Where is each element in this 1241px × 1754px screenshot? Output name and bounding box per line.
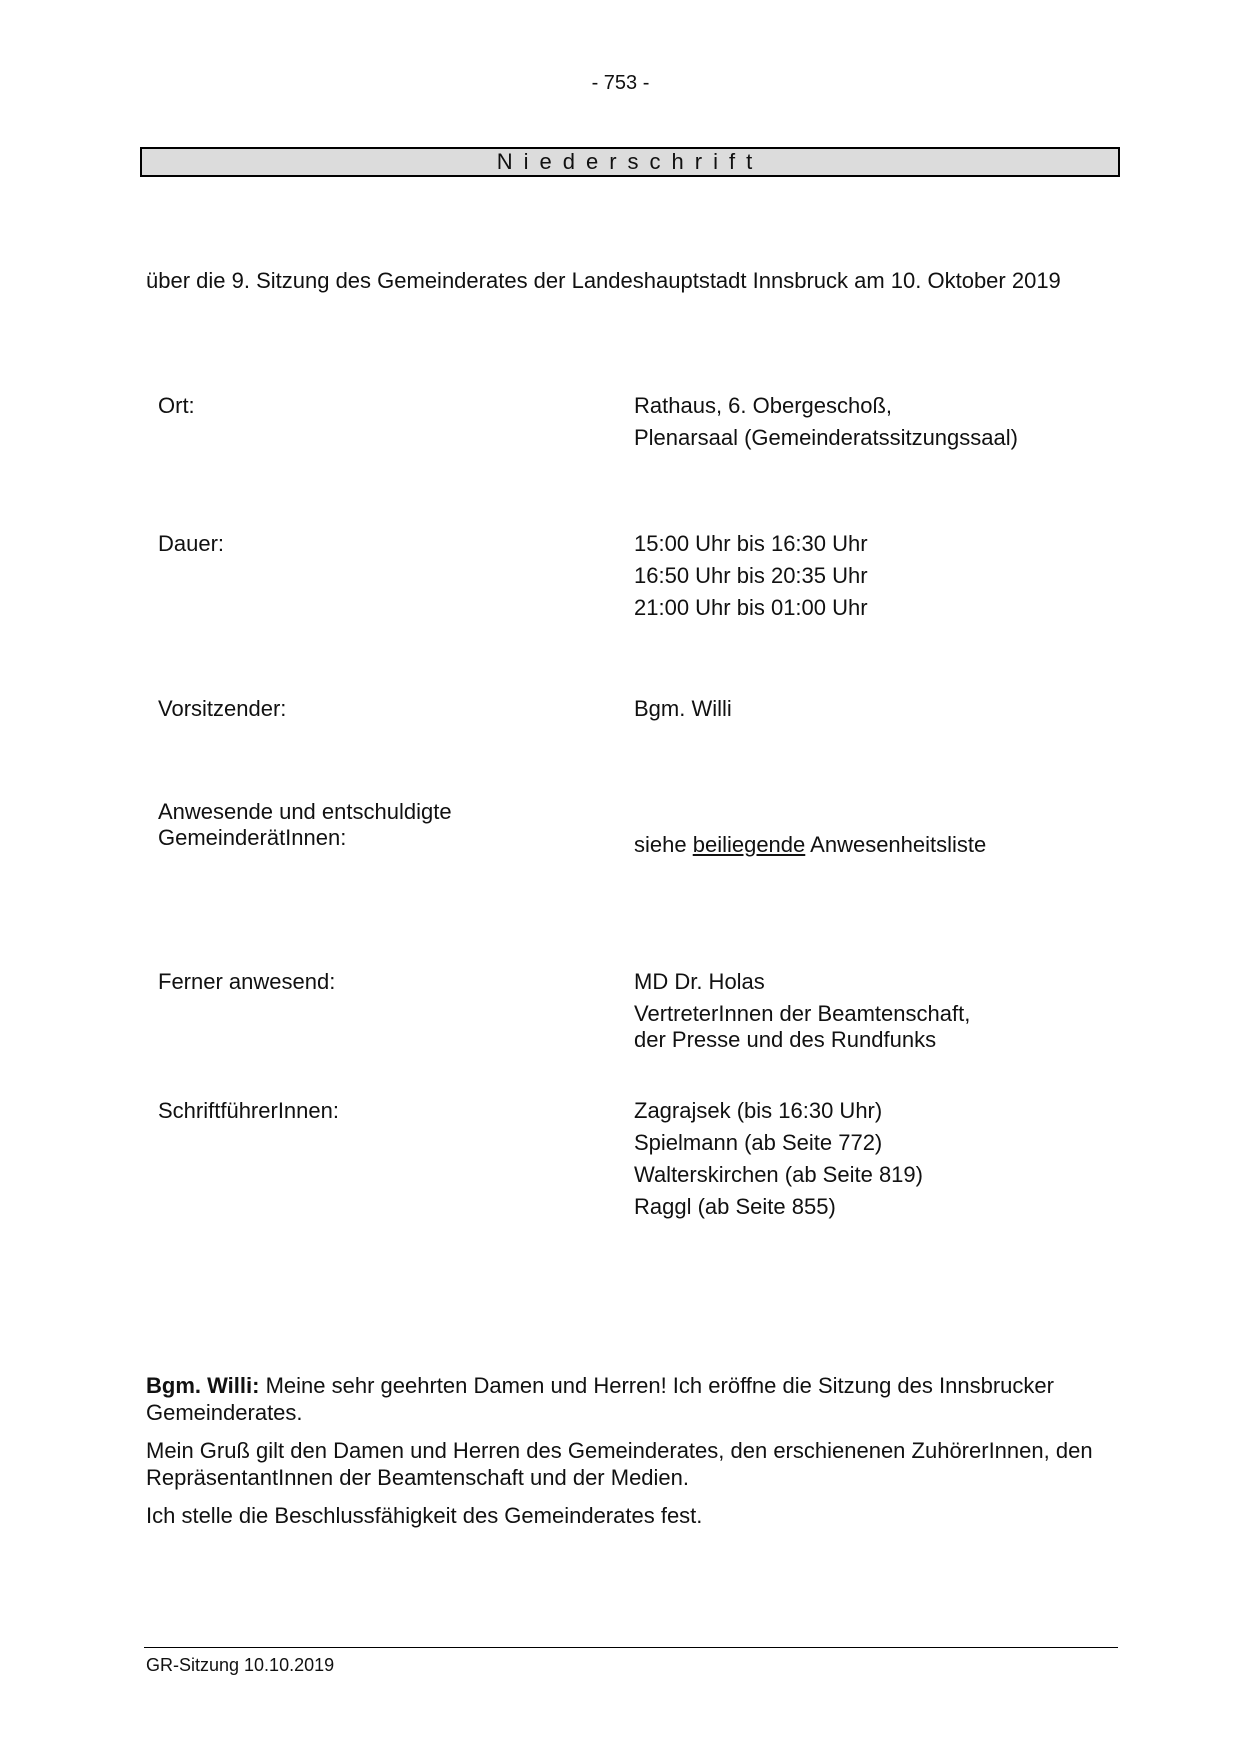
anwesende-label-line: Anwesende und entschuldigte [158,799,452,824]
schriftfuehrer-line: Raggl (ab Seite 855) [634,1194,836,1219]
anwesende-suffix: Anwesenheitsliste [805,832,987,857]
schriftfuehrer-line: Walterskirchen (ab Seite 819) [634,1162,923,1187]
anwesende-label [158,799,452,851]
footer-divider [144,1647,1118,1648]
session-subtitle: über die 9. Sitzung des Gemeinderates der Landeshauptstadt Innsbruck am 10. Oktober 2019 [146,268,1061,293]
dauer-line: 16:50 Uhr bis 20:35 Uhr [634,563,868,588]
anwesende-value [634,829,986,861]
schriftfuehrer-line: Spielmann (ab Seite 772) [634,1130,883,1155]
speaker-name: Bgm. Willi: [146,1373,260,1398]
vorsitzender-label: Vorsitzender: [158,696,287,721]
ferner-label: Ferner anwesend: [158,969,336,994]
page-number: - 753 - [591,72,650,94]
beiliegende-underlined: beiliegende [692,832,806,857]
ferner-line: der Presse und des Rundfunks [634,1027,937,1052]
ort-label: Ort: [158,393,195,418]
ferner-value [634,966,970,1053]
ort-value [634,390,1018,454]
anwesende-label-line: GemeinderätInnen: [158,825,347,850]
ferner-line: MD Dr. Holas [634,969,765,994]
dauer-line: 21:00 Uhr bis 01:00 Uhr [634,595,868,620]
speech-paragraph: Ich stelle die Beschlussfähigkeit des Gemeinderates fest. [146,1503,703,1528]
speech-text: Meine sehr geehrten Damen und Herren! Ich eröffne die Sitzung des Innsbrucker Gemeinderates. [146,1373,1054,1425]
dauer-value [634,528,868,624]
vorsitzender-value: Bgm. Willi [634,696,732,721]
schriftfuehrer-line: Zagrajsek (bis 16:30 Uhr) [634,1098,883,1123]
speech-paragraph: Mein Gruß gilt den Damen und Herren des Gemeinderates, den erschienenen ZuhörerInnen, den RepräsentantInnen der Beamtenschaft und der Medien. [146,1438,1093,1490]
ferner-line: VertreterInnen der Beamtenschaft, [634,1001,971,1026]
ort-line: Rathaus, 6. Obergeschoß, [634,393,893,418]
schriftfuehrer-value [634,1095,923,1223]
opening-speech [146,1372,1096,1540]
anwesende-prefix: siehe [634,832,693,857]
dauer-label: Dauer: [158,531,225,556]
speech-paragraph [146,1372,1096,1426]
schriftfuehrer-label: SchriftführerInnen: [158,1098,339,1123]
footer-label: GR-Sitzung 10.10.2019 [146,1655,335,1675]
document-title: Niederschrift [140,147,1120,177]
ort-line: Plenarsaal (Gemeinderatssitzungssaal) [634,425,1018,450]
dauer-line: 15:00 Uhr bis 16:30 Uhr [634,531,868,556]
